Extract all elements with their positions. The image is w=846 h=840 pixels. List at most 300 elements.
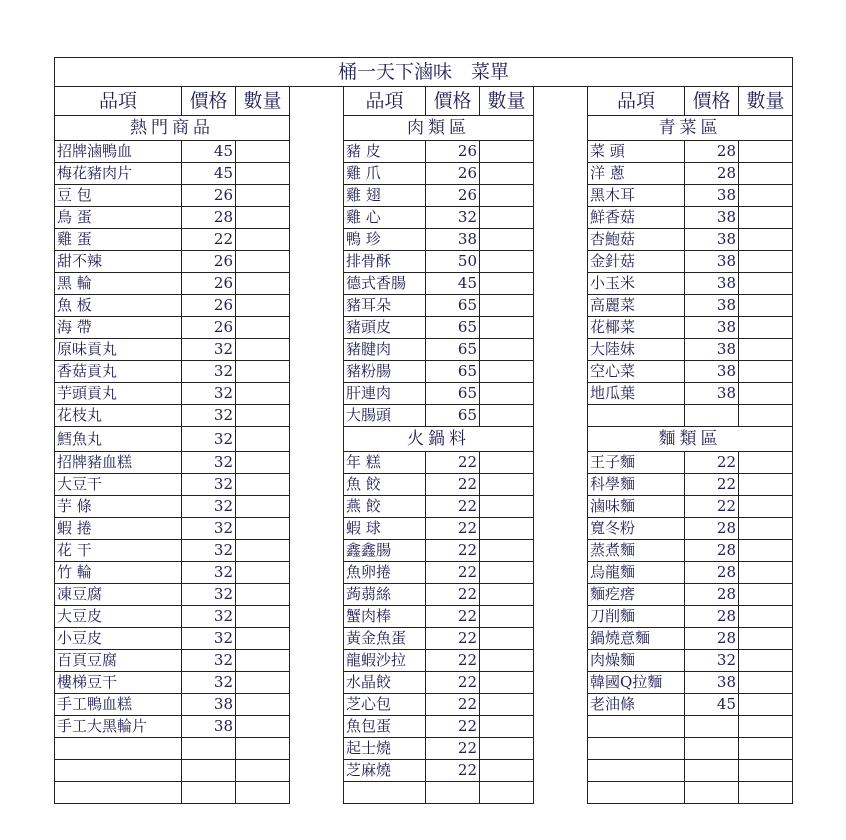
- item-name: 黑 輪: [55, 273, 182, 295]
- column-gap: [290, 405, 344, 427]
- qty-cell[interactable]: [739, 273, 793, 295]
- qty-cell[interactable]: [480, 738, 534, 760]
- qty-cell[interactable]: [739, 474, 793, 496]
- item-price: 26: [182, 273, 236, 295]
- item-price: 22: [426, 606, 480, 628]
- item-name: 年 糕: [344, 452, 426, 474]
- qty-cell[interactable]: [480, 295, 534, 317]
- qty-cell[interactable]: [236, 339, 290, 361]
- item-name: 梅花豬肉片: [55, 163, 182, 185]
- column-gap: [290, 606, 344, 628]
- qty-cell[interactable]: [480, 562, 534, 584]
- qty-cell[interactable]: [739, 383, 793, 405]
- menu-row: [55, 273, 793, 295]
- item-name: 杏鮑菇: [588, 229, 685, 251]
- column-gap: [534, 87, 588, 116]
- qty-cell[interactable]: [480, 141, 534, 163]
- column-gap: [290, 562, 344, 584]
- qty-cell[interactable]: [236, 518, 290, 540]
- item-price: 32: [182, 584, 236, 606]
- qty-cell[interactable]: [739, 317, 793, 339]
- menu-row: [55, 141, 793, 163]
- item-price: 45: [182, 163, 236, 185]
- empty-cell: [685, 738, 739, 760]
- item-name: 水晶餃: [344, 672, 426, 694]
- column-gap: [290, 650, 344, 672]
- qty-cell[interactable]: [236, 361, 290, 383]
- qty-cell[interactable]: [236, 207, 290, 229]
- menu-row: [55, 427, 793, 452]
- item-name: 刀削麵: [588, 606, 685, 628]
- menu-row: [55, 163, 793, 185]
- qty-cell[interactable]: [236, 427, 290, 452]
- item-name: 鍋燒意麵: [588, 628, 685, 650]
- item-price: 32: [182, 427, 236, 452]
- column-gap: [290, 207, 344, 229]
- item-name: 洋 蔥: [588, 163, 685, 185]
- empty-cell: [685, 760, 739, 782]
- menu-sheet: [54, 57, 792, 783]
- menu-row: [55, 606, 793, 628]
- empty-cell: [739, 760, 793, 782]
- column-gap: [534, 760, 588, 782]
- column-gap: [290, 251, 344, 273]
- column-gap: [534, 606, 588, 628]
- item-name: 海 帶: [55, 317, 182, 339]
- column-gap: [534, 361, 588, 383]
- qty-cell[interactable]: [739, 361, 793, 383]
- qty-cell[interactable]: [236, 229, 290, 251]
- column-gap: [290, 87, 344, 116]
- menu-row: [55, 207, 793, 229]
- item-name: 高麗菜: [588, 295, 685, 317]
- section-heading: 麵類區: [588, 427, 793, 452]
- qty-cell[interactable]: [236, 185, 290, 207]
- qty-cell[interactable]: [739, 452, 793, 474]
- item-price: 32: [182, 518, 236, 540]
- item-name: 魚包蛋: [344, 716, 426, 738]
- column-gap: [290, 738, 344, 760]
- item-price: 22: [685, 452, 739, 474]
- menu-row: [55, 672, 793, 694]
- qty-cell[interactable]: [480, 229, 534, 251]
- qty-cell[interactable]: [236, 405, 290, 427]
- item-price: 38: [685, 185, 739, 207]
- empty-cell: [739, 716, 793, 738]
- item-name: 魚 餃: [344, 474, 426, 496]
- qty-cell[interactable]: [480, 540, 534, 562]
- empty-cell: [588, 716, 685, 738]
- section-heading: 肉類區: [344, 116, 534, 141]
- item-price: 50: [426, 251, 480, 273]
- menu-row: [55, 116, 793, 141]
- column-gap: [290, 383, 344, 405]
- qty-cell[interactable]: [236, 606, 290, 628]
- column-gap: [534, 251, 588, 273]
- column-gap: [534, 540, 588, 562]
- column-gap: [534, 383, 588, 405]
- qty-cell[interactable]: [480, 694, 534, 716]
- qty-cell[interactable]: [480, 760, 534, 782]
- item-name: 老油條: [588, 694, 685, 716]
- qty-cell[interactable]: [480, 339, 534, 361]
- item-price: 38: [182, 716, 236, 738]
- empty-cell: [182, 738, 236, 760]
- item-price: 26: [182, 251, 236, 273]
- item-name: 大豆干: [55, 474, 182, 496]
- qty-cell[interactable]: [739, 694, 793, 716]
- qty-cell[interactable]: [739, 496, 793, 518]
- empty-cell: [236, 782, 290, 804]
- qty-cell[interactable]: [236, 317, 290, 339]
- item-name: 雞 翅: [344, 185, 426, 207]
- item-price: 22: [426, 562, 480, 584]
- column-gap: [534, 694, 588, 716]
- empty-cell: [685, 716, 739, 738]
- item-name: 蝦 球: [344, 518, 426, 540]
- item-name: 金針菇: [588, 251, 685, 273]
- qty-cell[interactable]: [480, 163, 534, 185]
- qty-cell[interactable]: [480, 207, 534, 229]
- menu-row: [55, 628, 793, 650]
- qty-cell[interactable]: [480, 317, 534, 339]
- item-name: 黑木耳: [588, 185, 685, 207]
- qty-cell[interactable]: [236, 650, 290, 672]
- item-name: 雞 心: [344, 207, 426, 229]
- item-price: 26: [182, 295, 236, 317]
- empty-cell: [588, 782, 685, 804]
- column-gap: [534, 185, 588, 207]
- item-name: 香菇貢丸: [55, 361, 182, 383]
- item-name: 蟹肉棒: [344, 606, 426, 628]
- qty-cell[interactable]: [480, 405, 534, 427]
- item-name: 手工鴨血糕: [55, 694, 182, 716]
- qty-cell[interactable]: [739, 251, 793, 273]
- item-name: 地瓜葉: [588, 383, 685, 405]
- qty-cell[interactable]: [739, 650, 793, 672]
- menu-row: [55, 716, 793, 738]
- empty-cell: [685, 782, 739, 804]
- item-name: 鱈魚丸: [55, 427, 182, 452]
- column-gap: [534, 273, 588, 295]
- qty-cell[interactable]: [480, 452, 534, 474]
- column-gap: [534, 141, 588, 163]
- item-price: 22: [685, 474, 739, 496]
- item-price: 38: [426, 229, 480, 251]
- item-name: 豬耳朵: [344, 295, 426, 317]
- item-name: 小豆皮: [55, 628, 182, 650]
- qty-cell[interactable]: [236, 628, 290, 650]
- item-name: 肝連肉: [344, 383, 426, 405]
- qty-cell[interactable]: [739, 185, 793, 207]
- item-price: 32: [182, 628, 236, 650]
- column-gap: [534, 672, 588, 694]
- column-gap: [290, 185, 344, 207]
- qty-cell[interactable]: [480, 185, 534, 207]
- item-name: 麵疙瘩: [588, 584, 685, 606]
- item-price: 32: [685, 650, 739, 672]
- column-gap: [290, 474, 344, 496]
- column-gap: [290, 229, 344, 251]
- item-price: 22: [426, 716, 480, 738]
- item-name: 王子麵: [588, 452, 685, 474]
- qty-cell[interactable]: [480, 628, 534, 650]
- column-gap: [290, 452, 344, 474]
- item-name: 蒟蒻絲: [344, 584, 426, 606]
- item-price: 26: [182, 317, 236, 339]
- column-gap: [290, 116, 344, 141]
- column-gap: [534, 474, 588, 496]
- item-price: 45: [182, 141, 236, 163]
- item-price: 32: [426, 207, 480, 229]
- item-price: 65: [426, 295, 480, 317]
- menu-title: 桶一天下滷味 菜單: [55, 58, 793, 87]
- empty-cell: [344, 782, 426, 804]
- qty-cell[interactable]: [236, 584, 290, 606]
- item-price: 22: [426, 694, 480, 716]
- title-row: [55, 58, 793, 87]
- item-name: 魚 板: [55, 295, 182, 317]
- header-price: 價格: [685, 87, 739, 116]
- menu-row: [55, 540, 793, 562]
- column-gap: [534, 317, 588, 339]
- column-gap: [290, 427, 344, 452]
- item-name: 芝麻燒: [344, 760, 426, 782]
- qty-cell[interactable]: [739, 163, 793, 185]
- item-price: 22: [426, 672, 480, 694]
- item-name: 蒸煮麵: [588, 540, 685, 562]
- item-price: 26: [182, 185, 236, 207]
- item-name: 甜不辣: [55, 251, 182, 273]
- item-name: 鮮香菇: [588, 207, 685, 229]
- column-gap: [534, 295, 588, 317]
- qty-cell[interactable]: [236, 251, 290, 273]
- qty-cell[interactable]: [236, 540, 290, 562]
- item-price: 22: [426, 760, 480, 782]
- item-price: 32: [182, 339, 236, 361]
- item-price: 22: [426, 628, 480, 650]
- column-gap: [534, 405, 588, 427]
- qty-cell[interactable]: [480, 474, 534, 496]
- empty-cell: [55, 738, 182, 760]
- item-price: 32: [182, 383, 236, 405]
- menu-table: [54, 57, 793, 804]
- item-price: 22: [182, 229, 236, 251]
- column-gap: [534, 782, 588, 804]
- item-name: 花椰菜: [588, 317, 685, 339]
- qty-cell[interactable]: [236, 295, 290, 317]
- qty-cell[interactable]: [236, 716, 290, 738]
- menu-row: [55, 452, 793, 474]
- qty-cell[interactable]: [236, 141, 290, 163]
- item-price: 32: [182, 361, 236, 383]
- item-name: 鑫鑫腸: [344, 540, 426, 562]
- item-name: 大腸頭: [344, 405, 426, 427]
- header-price: 價格: [182, 87, 236, 116]
- empty-cell: [588, 760, 685, 782]
- column-gap: [534, 452, 588, 474]
- column-gap: [534, 496, 588, 518]
- item-price: 28: [685, 163, 739, 185]
- item-name: 大豆皮: [55, 606, 182, 628]
- empty-cell: [55, 760, 182, 782]
- qty-cell[interactable]: [480, 716, 534, 738]
- column-gap: [290, 628, 344, 650]
- qty-cell[interactable]: [236, 474, 290, 496]
- menu-row: [55, 361, 793, 383]
- item-name: 芝心包: [344, 694, 426, 716]
- item-price: 38: [685, 317, 739, 339]
- item-price: 32: [182, 650, 236, 672]
- column-gap: [290, 672, 344, 694]
- column-gap: [290, 584, 344, 606]
- item-price: 65: [426, 405, 480, 427]
- qty-cell[interactable]: [739, 606, 793, 628]
- item-price: 38: [685, 339, 739, 361]
- item-price: 32: [182, 562, 236, 584]
- item-name: 烏龍麵: [588, 562, 685, 584]
- header-price: 價格: [426, 87, 480, 116]
- qty-cell[interactable]: [480, 650, 534, 672]
- item-price: 28: [685, 540, 739, 562]
- item-price: 45: [685, 694, 739, 716]
- qty-cell[interactable]: [739, 628, 793, 650]
- qty-cell[interactable]: [236, 163, 290, 185]
- qty-cell[interactable]: [236, 672, 290, 694]
- menu-row: [55, 474, 793, 496]
- item-name: 滷味麵: [588, 496, 685, 518]
- menu-row: [55, 584, 793, 606]
- item-price: 32: [182, 452, 236, 474]
- item-name: 花 干: [55, 540, 182, 562]
- qty-cell[interactable]: [236, 562, 290, 584]
- item-price: 32: [182, 672, 236, 694]
- item-name: 蝦 捲: [55, 518, 182, 540]
- qty-cell[interactable]: [236, 273, 290, 295]
- item-price: 38: [685, 361, 739, 383]
- qty-cell[interactable]: [739, 229, 793, 251]
- qty-cell[interactable]: [739, 562, 793, 584]
- menu-row: [55, 405, 793, 427]
- item-price: 32: [182, 540, 236, 562]
- qty-cell[interactable]: [480, 518, 534, 540]
- item-price: 22: [426, 540, 480, 562]
- qty-cell[interactable]: [739, 207, 793, 229]
- column-gap: [534, 207, 588, 229]
- column-gap: [290, 295, 344, 317]
- column-gap: [534, 584, 588, 606]
- qty-cell[interactable]: [739, 339, 793, 361]
- qty-cell[interactable]: [480, 496, 534, 518]
- item-price: 38: [685, 383, 739, 405]
- menu-row: [55, 562, 793, 584]
- qty-cell[interactable]: [236, 496, 290, 518]
- column-gap: [290, 141, 344, 163]
- qty-cell[interactable]: [480, 606, 534, 628]
- column-gap: [290, 163, 344, 185]
- qty-cell[interactable]: [739, 295, 793, 317]
- item-name: 手工大黑輪片: [55, 716, 182, 738]
- item-price: 38: [685, 672, 739, 694]
- menu-row: [55, 496, 793, 518]
- item-name: 豆 包: [55, 185, 182, 207]
- empty-cell: [55, 782, 182, 804]
- section-heading: 熱門商品: [55, 116, 290, 141]
- section-heading: 火鍋料: [344, 427, 534, 452]
- item-price: 22: [426, 474, 480, 496]
- item-price: 32: [182, 405, 236, 427]
- item-name: 韓國Q拉麵: [588, 672, 685, 694]
- item-price: 38: [685, 251, 739, 273]
- column-gap: [534, 562, 588, 584]
- item-price: 26: [426, 185, 480, 207]
- empty-cell: [426, 782, 480, 804]
- section-heading: 青菜區: [588, 116, 793, 141]
- qty-cell[interactable]: [480, 672, 534, 694]
- item-name: 樓梯豆干: [55, 672, 182, 694]
- item-price: 28: [685, 628, 739, 650]
- item-name: 芋頭貢丸: [55, 383, 182, 405]
- empty-cell: [739, 738, 793, 760]
- item-name: 德式香腸: [344, 273, 426, 295]
- qty-cell[interactable]: [236, 694, 290, 716]
- empty-cell: [236, 760, 290, 782]
- menu-row: [55, 383, 793, 405]
- item-price: 28: [685, 584, 739, 606]
- item-price: 65: [426, 383, 480, 405]
- qty-cell[interactable]: [236, 452, 290, 474]
- menu-row: [55, 251, 793, 273]
- item-name: 魚卵捲: [344, 562, 426, 584]
- column-gap: [290, 317, 344, 339]
- item-price: 38: [685, 295, 739, 317]
- qty-cell[interactable]: [480, 383, 534, 405]
- menu-row: [55, 317, 793, 339]
- item-price: 65: [426, 339, 480, 361]
- column-gap: [290, 716, 344, 738]
- menu-row: [55, 185, 793, 207]
- column-gap: [534, 163, 588, 185]
- qty-cell[interactable]: [480, 251, 534, 273]
- empty-cell: [182, 782, 236, 804]
- qty-cell[interactable]: [739, 540, 793, 562]
- item-price: 28: [685, 606, 739, 628]
- qty-cell[interactable]: [739, 672, 793, 694]
- qty-cell[interactable]: [236, 383, 290, 405]
- header-item: 品項: [588, 87, 685, 116]
- menu-row: [55, 760, 793, 782]
- empty-cell: [685, 405, 739, 427]
- menu-row: [55, 339, 793, 361]
- item-name: 排骨酥: [344, 251, 426, 273]
- qty-cell[interactable]: [739, 141, 793, 163]
- item-name: 大陸妹: [588, 339, 685, 361]
- qty-cell[interactable]: [480, 584, 534, 606]
- qty-cell[interactable]: [480, 361, 534, 383]
- empty-cell: [739, 782, 793, 804]
- item-price: 22: [426, 452, 480, 474]
- menu-row: [55, 650, 793, 672]
- qty-cell[interactable]: [480, 273, 534, 295]
- column-gap: [534, 628, 588, 650]
- qty-cell[interactable]: [739, 518, 793, 540]
- qty-cell[interactable]: [739, 584, 793, 606]
- item-name: 雞 爪: [344, 163, 426, 185]
- header-qty: 數量: [480, 87, 534, 116]
- column-gap: [534, 518, 588, 540]
- item-price: 22: [685, 496, 739, 518]
- item-price: 26: [426, 163, 480, 185]
